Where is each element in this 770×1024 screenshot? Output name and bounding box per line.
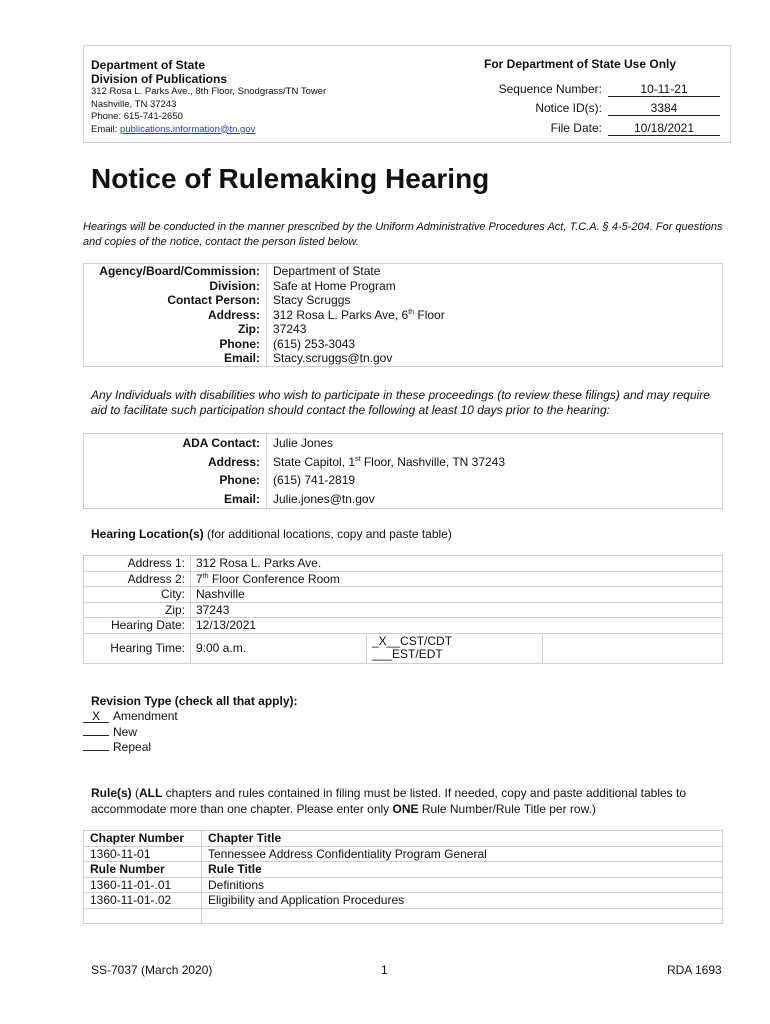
notice-id-label: Notice ID(s): bbox=[535, 101, 602, 115]
timezone-options[interactable] bbox=[367, 633, 543, 663]
ada-address-sup: st bbox=[355, 455, 361, 463]
rules-note bbox=[91, 786, 731, 817]
revision-list bbox=[83, 709, 178, 756]
chapter-title-value[interactable]: Tennessee Address Confidentiality Program General bbox=[202, 846, 723, 862]
ada-phone-label: Phone: bbox=[84, 471, 267, 490]
footer-rda: RDA 1693 bbox=[667, 963, 722, 977]
address-value-sup: th bbox=[408, 308, 415, 316]
contact-label: Contact Person: bbox=[84, 293, 267, 308]
agency-label: Agency/Board/Commission: bbox=[84, 264, 267, 279]
hearing-time-blank[interactable] bbox=[543, 633, 723, 663]
file-date-value[interactable]: 10/18/2021 bbox=[608, 121, 720, 136]
new-mark[interactable] bbox=[83, 735, 109, 736]
hearing-heading bbox=[91, 527, 452, 541]
revision-repeal[interactable] bbox=[83, 740, 178, 756]
rules-note-text-1: ( bbox=[131, 786, 140, 800]
zip-value[interactable]: 37243 bbox=[267, 322, 723, 337]
address-label: Address: bbox=[84, 308, 267, 323]
footer-form-number: SS-7037 (March 2020) bbox=[91, 963, 213, 977]
ada-address-value[interactable] bbox=[267, 453, 723, 472]
ada-note: Any Individuals with disabilities who wish to participate in these proceedings (to review these filings) and may require aid to facilitate such participation should contact the following at least 10 days prior to the hearing: bbox=[91, 388, 710, 417]
sequence-number-value[interactable]: 10-11-21 bbox=[608, 82, 720, 97]
intro-text: Hearings will be conducted in the manner prescribed by the Uniform Administrative Procedures Act, T.C.A. § 4-5-204. For questions and copies of the notice, contact the person listed below. bbox=[83, 221, 723, 248]
address-value[interactable] bbox=[267, 308, 723, 323]
page-title: Notice of Rulemaking Hearing bbox=[91, 163, 490, 194]
amendment-mark[interactable]: X bbox=[83, 710, 109, 723]
publisher-address: 312 Rosa L. Parks Ave., 8th Floor, Snodgrass/TN Tower bbox=[91, 86, 327, 97]
addr2-value[interactable] bbox=[191, 571, 723, 587]
hearing-date-value[interactable]: 12/13/2021 bbox=[191, 618, 723, 634]
city-label: City: bbox=[84, 587, 191, 603]
dept-name: Department of State bbox=[91, 58, 206, 72]
contact-value[interactable]: Stacy Scruggs bbox=[267, 293, 723, 308]
rule-title-cell[interactable]: Definitions bbox=[202, 877, 723, 893]
rules-table bbox=[83, 830, 723, 924]
agency-value[interactable]: Department of State bbox=[267, 264, 723, 279]
division-label: Division: bbox=[84, 279, 267, 294]
loc-zip-label: Zip: bbox=[84, 602, 191, 618]
addr2-sup: th bbox=[202, 572, 209, 580]
hearing-time-value[interactable]: 9:00 a.m. bbox=[191, 633, 367, 663]
addr2-main: 7 bbox=[196, 571, 203, 586]
footer-page-number: 1 bbox=[381, 963, 388, 977]
agency-table bbox=[83, 263, 723, 367]
ada-contact-label: ADA Contact: bbox=[84, 434, 267, 453]
rules-note-bold-2: ALL bbox=[139, 786, 163, 800]
city-value[interactable]: Nashville bbox=[191, 587, 723, 603]
publisher-city: Nashville, TN 37243 bbox=[91, 98, 177, 110]
rules-note-bold-3: ONE bbox=[392, 801, 419, 816]
ada-email-value[interactable]: Julie.jones@tn.gov bbox=[267, 490, 723, 509]
hearing-date-label: Hearing Date: bbox=[84, 618, 191, 634]
address-value-rest: Floor bbox=[414, 307, 445, 322]
use-only-title: For Department of State Use Only bbox=[484, 57, 677, 71]
revision-amendment[interactable] bbox=[83, 709, 178, 725]
hearing-heading-rest: (for additional locations, copy and paste table) bbox=[203, 527, 452, 541]
rule-number-cell[interactable]: 1360-11-01-.01 bbox=[84, 877, 202, 893]
rule-title-cell-empty[interactable] bbox=[202, 908, 723, 924]
table-row bbox=[84, 877, 723, 893]
ada-table bbox=[83, 433, 723, 509]
file-date-label: File Date: bbox=[550, 121, 602, 135]
rule-number-cell-empty[interactable] bbox=[84, 908, 202, 924]
publisher-email-link[interactable]: publications.information@tn.gov bbox=[120, 123, 256, 135]
hearing-table bbox=[83, 555, 723, 664]
division-name: Division of Publications bbox=[91, 72, 228, 86]
phone-value[interactable]: (615) 253-3043 bbox=[267, 337, 723, 352]
ada-address-main: State Capitol, 1 bbox=[273, 454, 356, 469]
chapter-number-header: Chapter Number bbox=[84, 831, 202, 847]
chapter-number-value[interactable]: 1360-11-01 bbox=[84, 846, 202, 862]
loc-zip-value[interactable]: 37243 bbox=[191, 602, 723, 618]
ada-phone-value[interactable]: (615) 741-2819 bbox=[267, 471, 723, 490]
ada-contact-value[interactable]: Julie Jones bbox=[267, 434, 723, 453]
zip-label: Zip: bbox=[84, 322, 267, 337]
tz-est[interactable]: ___EST/EDT bbox=[372, 647, 443, 661]
rule-number-cell[interactable]: 1360-11-01-.02 bbox=[84, 893, 202, 909]
rules-note-text-3: Rule Number/Rule Title per row.) bbox=[418, 801, 596, 816]
email-label: Email: bbox=[84, 351, 267, 366]
rule-number-header: Rule Number bbox=[84, 862, 202, 878]
rule-title-header: Rule Title bbox=[202, 862, 723, 878]
publisher-email-label: Email: bbox=[91, 123, 121, 135]
email-value[interactable]: Stacy.scruggs@tn.gov bbox=[267, 351, 723, 366]
amendment-label: Amendment bbox=[113, 709, 178, 723]
hearing-time-label: Hearing Time: bbox=[84, 633, 191, 663]
revision-new[interactable] bbox=[83, 725, 178, 741]
ada-email-label: Email: bbox=[84, 490, 267, 509]
repeal-mark[interactable] bbox=[83, 750, 109, 751]
hearing-heading-bold: Hearing Location(s) bbox=[91, 527, 204, 541]
chapter-title-header: Chapter Title bbox=[202, 831, 723, 847]
publisher-info bbox=[91, 58, 326, 136]
rule-title-cell[interactable]: Eligibility and Application Procedures bbox=[202, 893, 723, 909]
repeal-label: Repeal bbox=[113, 740, 152, 754]
division-value[interactable]: Safe at Home Program bbox=[267, 279, 723, 294]
notice-id-value[interactable]: 3384 bbox=[608, 101, 720, 116]
table-row bbox=[84, 893, 723, 909]
tz-cst[interactable]: _X__CST/CDT bbox=[372, 633, 453, 648]
rules-note-bold-1: Rule(s) bbox=[91, 786, 132, 800]
revision-heading: Revision Type (check all that apply): bbox=[91, 694, 298, 708]
table-row bbox=[84, 908, 723, 924]
rules-note-text-2: chapters and rules contained in filing must be listed. If needed, copy and paste additional tables to accommodate more than one chapter. Please enter only bbox=[91, 786, 687, 816]
addr1-value[interactable]: 312 Rosa L. Parks Ave. bbox=[191, 556, 723, 572]
new-label: New bbox=[113, 724, 138, 739]
sequence-number-label: Sequence Number: bbox=[498, 82, 602, 96]
addr1-label: Address 1: bbox=[84, 556, 191, 572]
ada-address-label: Address: bbox=[84, 453, 267, 472]
addr2-rest: Floor Conference Room bbox=[208, 571, 340, 586]
ada-address-rest: Floor, Nashville, TN 37243 bbox=[360, 454, 506, 469]
address-value-main: 312 Rosa L. Parks Ave, 6 bbox=[273, 307, 409, 322]
phone-label: Phone: bbox=[84, 337, 267, 352]
addr2-label: Address 2: bbox=[84, 571, 191, 587]
publisher-phone: Phone: 615-741-2650 bbox=[91, 111, 183, 122]
